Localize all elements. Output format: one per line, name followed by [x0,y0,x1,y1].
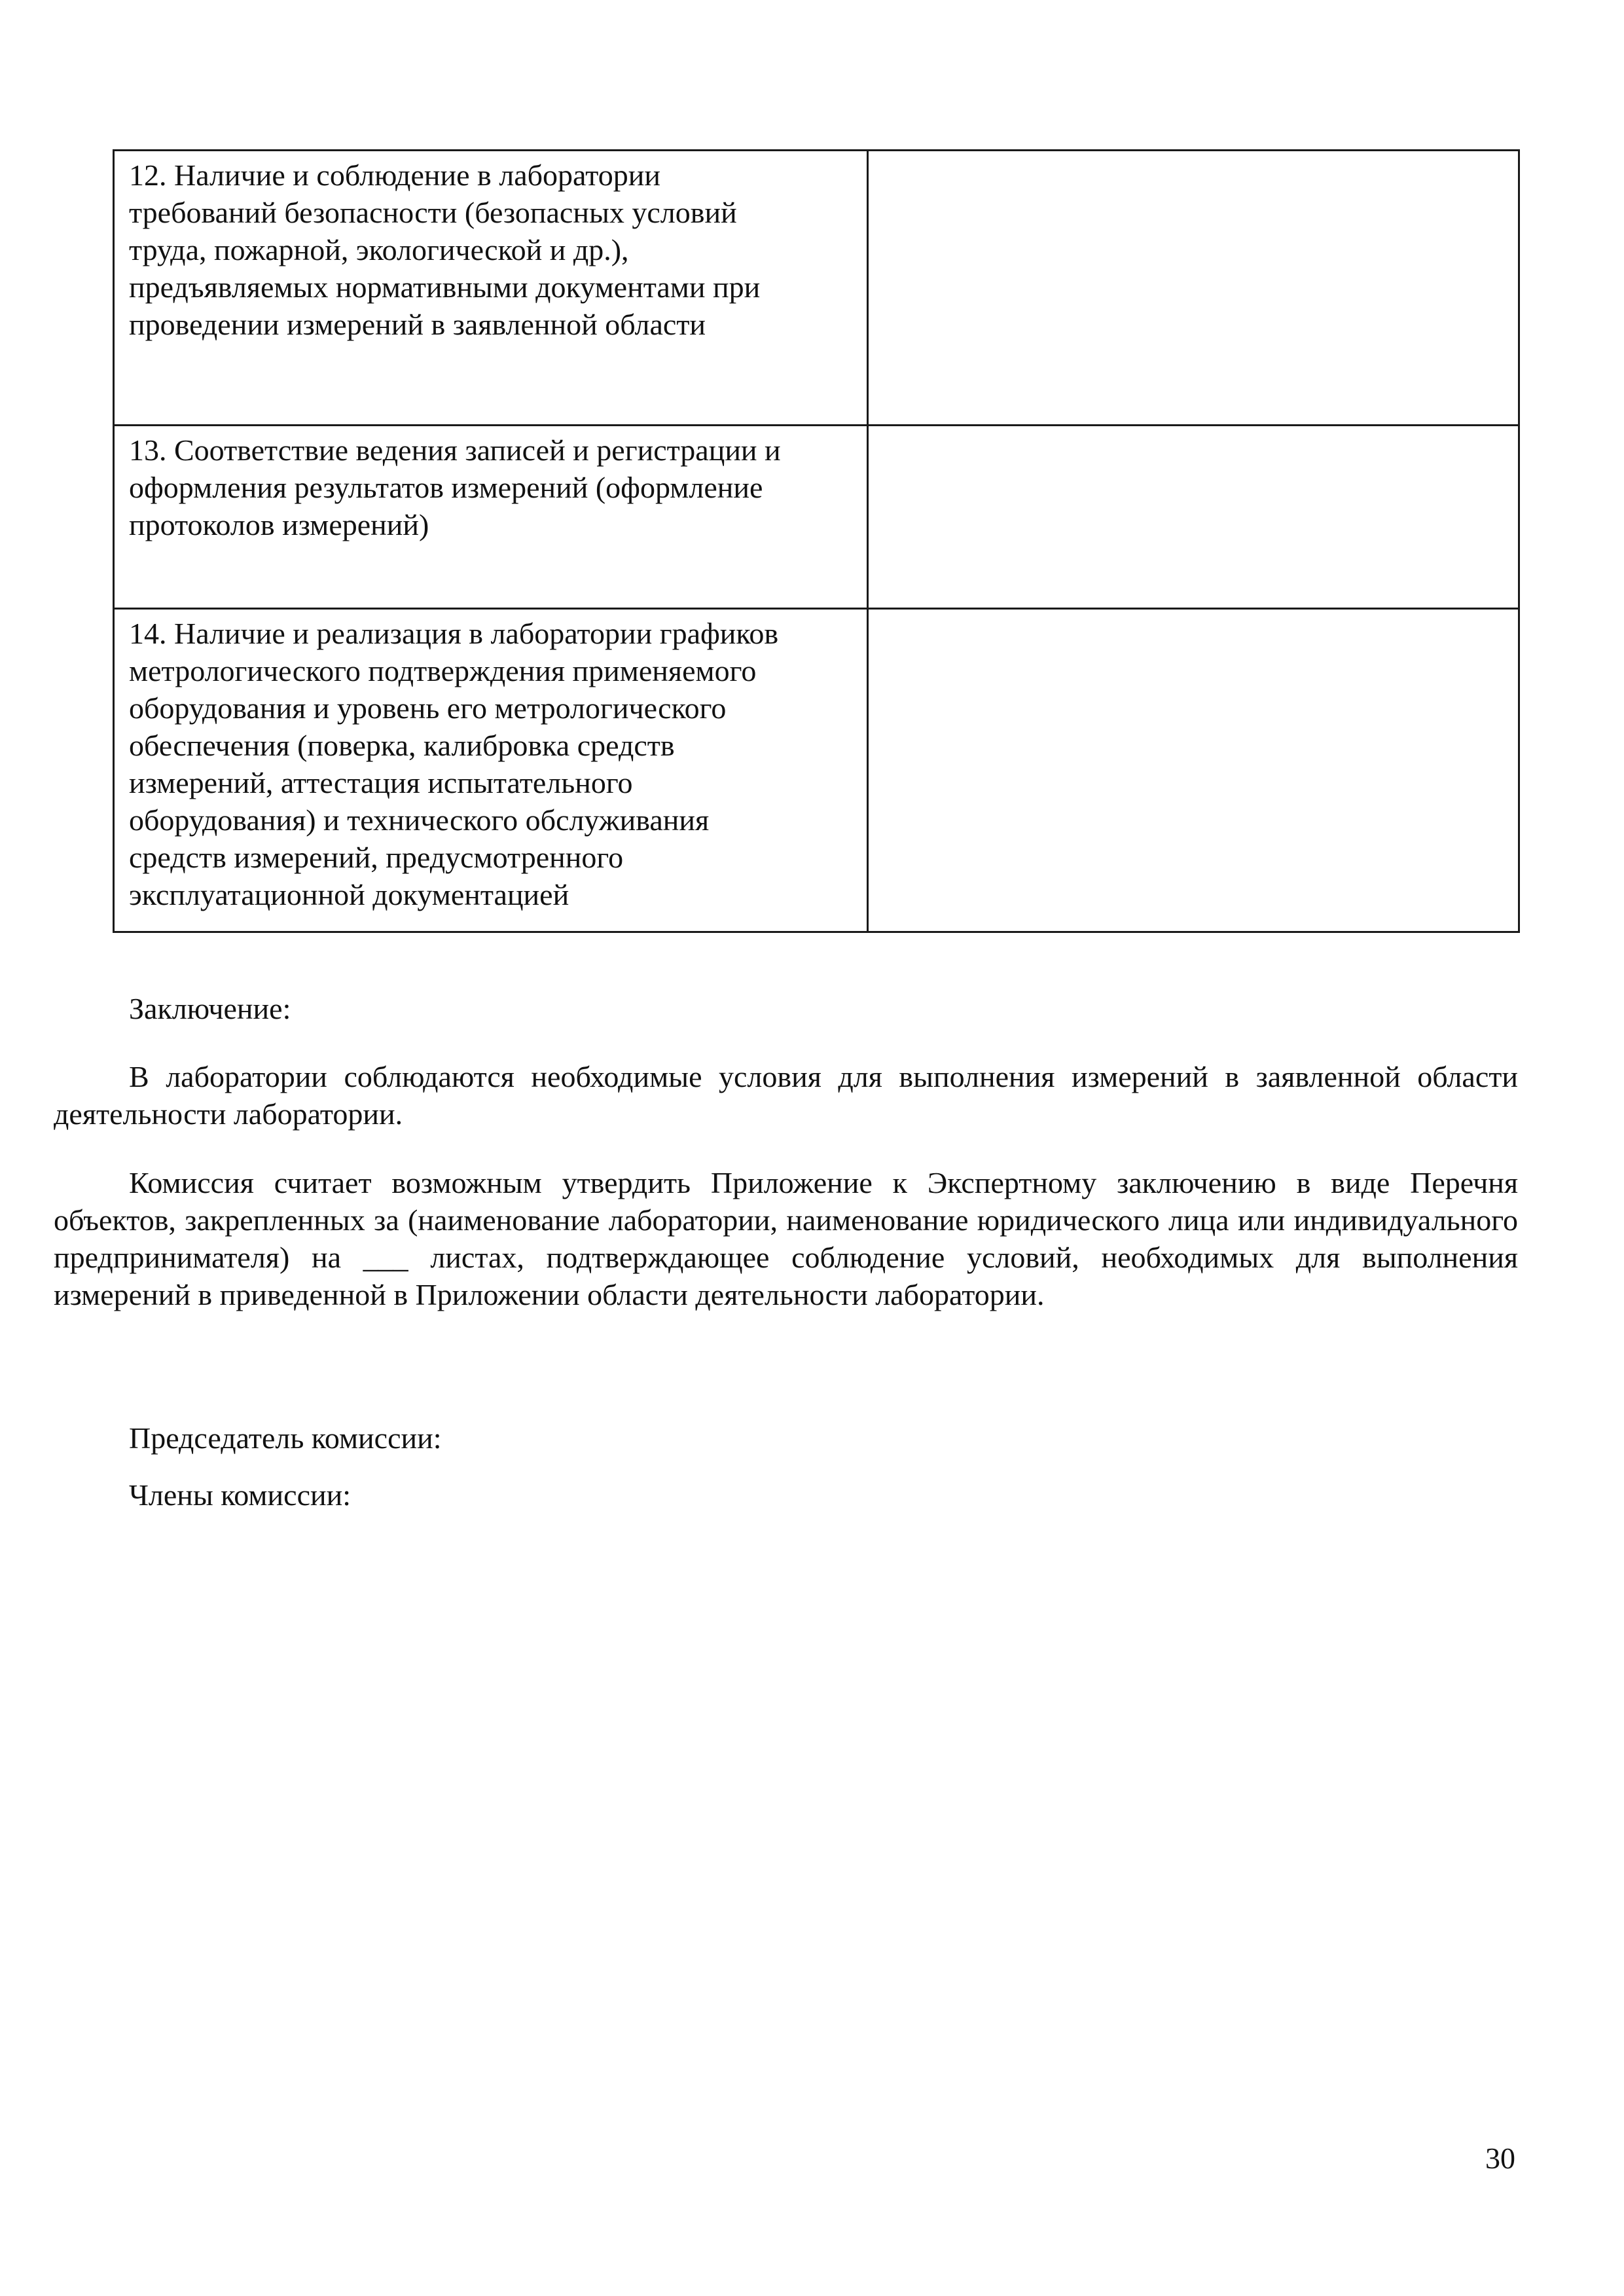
criterion-text: 12. Наличие и соблюдение в лаборатории требований безопасности (безопасных условий труда, пожарной, экологической и др.), предъявляемых нормативными документами при проведении измерений в заявленной области [129,158,761,341]
assessment-cell[interactable] [868,151,1519,426]
page-number: 30 [1485,2141,1515,2175]
conclusion-paragraph-1: В лаборатории соблюдаются необходимые условия для выполнения измерений в заявленной области деятельности лаборатории. [54,1060,1518,1131]
assessment-cell[interactable] [868,426,1519,609]
criterion-text: 14. Наличие и реализация в лаборатории графиков метрологического подтверждения применяемого оборудования и уровень его метрологического обеспечения (поверка, калибровка средств измерений, аттестация испытательного оборудования) и технического обслуживания средств измерений, предусмотренного эксплуатационной документацией [129,617,779,911]
criterion-cell [114,609,868,932]
chairman-signature-label: Председатель комиссии: [129,1421,442,1455]
table-row [114,426,1519,609]
assessment-cell[interactable] [868,609,1519,932]
conclusion-heading: Заключение: [129,992,291,1025]
criterion-cell [114,426,868,609]
conclusion-paragraph-2: Комиссия считает возможным утвердить Приложение к Экспертному заключению в виде Перечня объектов, закрепленных за (наименование лаборатории, наименование юридического лица или индивидуального предпринимателя) на ___ листах, подтверждающее соблюдение условий, необходимых для выполнения измерений в приведенной в Приложении области деятельности лаборатории. [54,1166,1518,1311]
table-row [114,151,1519,426]
table-row [114,609,1519,932]
criterion-cell [114,151,868,426]
members-signature-label: Члены комиссии: [129,1478,352,1512]
criterion-text: 13. Соответствие ведения записей и регистрации и оформления результатов измерений (оформление протоколов измерений) [129,433,781,541]
checklist-table [113,149,1520,933]
